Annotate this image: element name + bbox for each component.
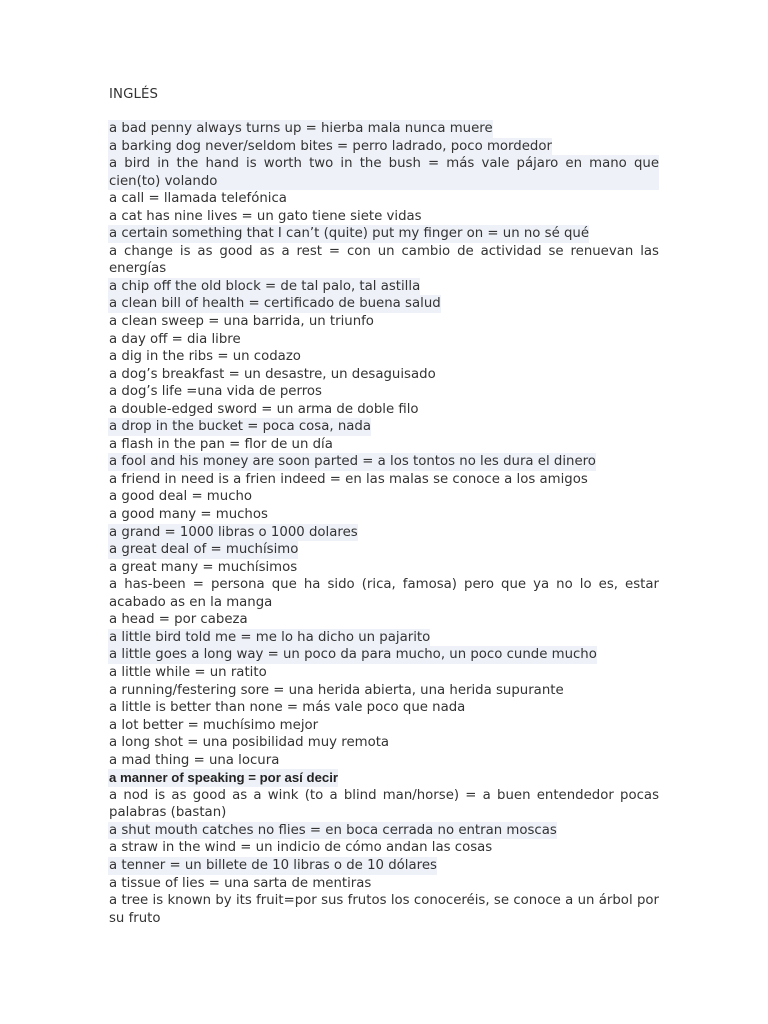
phrase-entry: a good deal = mucho [109, 489, 253, 505]
phrase-entry: a little goes a long way = un poco da para mucho, un poco cunde mucho [109, 647, 597, 663]
phrase-entry: a drop in the bucket = poca cosa, nada [109, 419, 371, 435]
phrase-entry: a running/festering sore = una herida abierta, una herida supurante [109, 682, 564, 698]
phrase-entry: a clean sweep = una barrida, un triunfo [109, 314, 374, 330]
phrase-entry: a dog’s breakfast = un desastre, un desaguisado [109, 366, 436, 382]
phrase-entry: a flash in the pan = flor de un día [109, 436, 333, 452]
phrase-entry: a cat has nine lives = un gato tiene siete vidas [109, 208, 422, 224]
phrase-entry: a fool and his money are soon parted = a los tontos no les dura el dinero [109, 454, 596, 470]
phrase-list [109, 120, 659, 927]
phrase-entry: a nod is as good as a wink (to a blind man/horse) = a buen entendedor pocas palabras (bastan) [109, 787, 659, 821]
phrase-entry: a barking dog never/seldom bites = perro ladrado, poco mordedor [109, 138, 552, 154]
phrase-entry: a chip off the old block = de tal palo, tal astilla [109, 278, 421, 294]
phrase-entry: a friend in need is a frien indeed = en las malas se conoce a los amigos [109, 471, 588, 487]
phrase-entry: a dog’s life =una vida de perros [109, 384, 322, 400]
document-title: INGLÉS [109, 87, 159, 102]
phrase-entry: a grand = 1000 libras o 1000 dolares [109, 524, 358, 540]
phrase-entry: a manner of speaking = por así decir [109, 770, 339, 786]
phrase-entry: a certain something that I can’t (quite) put my finger on = un no sé qué [109, 226, 590, 242]
phrase-entry: a great many = muchísimos [109, 559, 298, 575]
phrase-entry: a little while = un ratito [109, 664, 267, 680]
phrase-entry: a tenner = un billete de 10 libras o de 10 dólares [109, 857, 437, 873]
phrase-entry: a tissue of lies = una sarta de mentiras [109, 875, 372, 891]
phrase-entry: a mad thing = una locura [109, 752, 280, 768]
phrase-entry: a bird in the hand is worth two in the bush = más vale pájaro en mano que cien(to) volando [109, 156, 659, 189]
phrase-entry: a tree is known by its fruit=por sus frutos los conoceréis, se conoce a un árbol por su fruto [109, 893, 659, 926]
phrase-entry: a head = por cabeza [109, 612, 248, 628]
phrase-entry: a little is better than none = más vale poco que nada [109, 700, 466, 716]
phrase-entry: a clean bill of health = certificado de buena salud [109, 296, 441, 312]
phrase-entry: a change is as good as a rest = con un cambio de actividad se renuevan las energías [109, 243, 659, 277]
phrase-entry: a day off = dia libre [109, 331, 241, 347]
phrase-entry: a straw in the wind = un indicio de cómo andan las cosas [109, 840, 493, 856]
phrase-entry: a great deal of = muchísimo [109, 542, 299, 558]
phrase-entry: a dig in the ribs = un codazo [109, 349, 301, 365]
phrase-entry: a call = llamada telefónica [109, 191, 287, 207]
phrase-entry: a double-edged sword = un arma de doble filo [109, 401, 419, 417]
document-page [109, 86, 659, 927]
phrase-entry: a long shot = una posibilidad muy remota [109, 735, 390, 751]
phrase-entry: a lot better = muchísimo mejor [109, 717, 319, 733]
phrase-entry: a bad penny always turns up = hierba mala nunca muere [109, 121, 493, 136]
phrase-entry: a little bird told me = me lo ha dicho un pajarito [109, 629, 431, 645]
phrase-entry: a good many = muchos [109, 507, 268, 523]
phrase-entry: a has-been = persona que ha sido (rica, famosa) pero que ya no lo es, estar acabado as en la manga [109, 577, 659, 610]
phrase-entry: a shut mouth catches no flies = en boca cerrada no entran moscas [109, 822, 557, 838]
